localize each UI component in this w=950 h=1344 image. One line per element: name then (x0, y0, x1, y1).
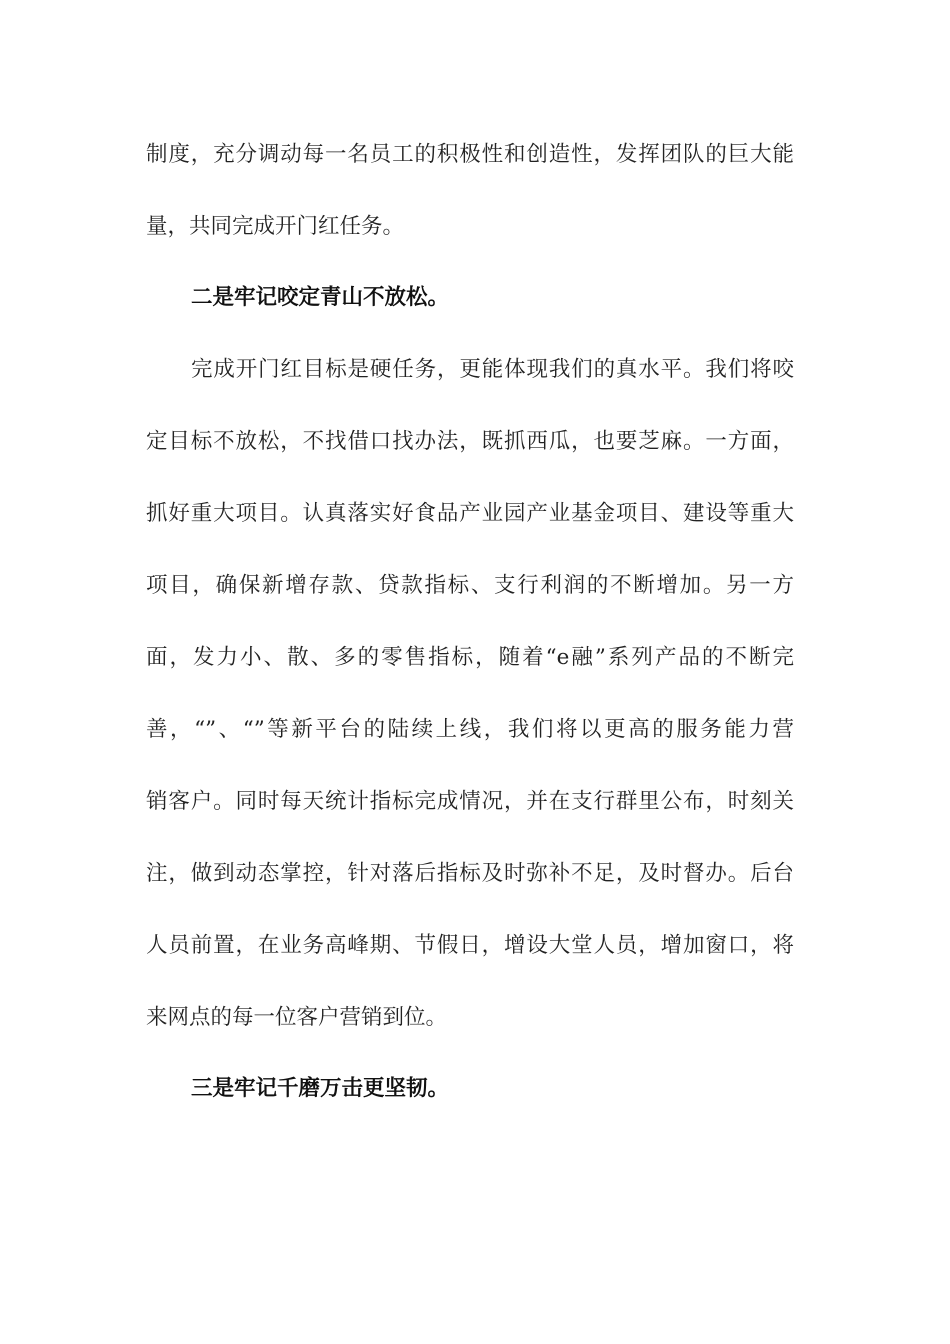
paragraph-line: 量，共同完成开门红任务。 (146, 214, 405, 239)
paragraph-line: 注，做到动态掌控，针对落后指标及时弥补不足，及时督办。后台 (146, 861, 794, 886)
paragraph-line: 销客户。同时每天统计指标完成情况，并在支行群里公布，时刻关 (146, 789, 794, 814)
paragraph-line: 定目标不放松，不找借口找办法，既抓西瓜，也要芝麻。一方面， (146, 429, 794, 454)
paragraph-line: 项目，确保新增存款、贷款指标、支行利润的不断增加。另一方 (146, 573, 794, 598)
paragraph-line: 抓好重大项目。认真落实好食品产业园产业基金项目、建设等重大 (146, 501, 794, 526)
paragraph-line: 善，“”、“”等新平台的陆续上线，我们将以更高的服务能力营 (146, 717, 794, 742)
paragraph-line: 制度，充分调动每一名员工的积极性和创造性，发挥团队的巨大能 (146, 142, 794, 167)
paragraph-line: 人员前置，在业务高峰期、节假日，增设大堂人员，增加窗口，将 (146, 933, 794, 958)
section-heading: 三是牢记千磨万击更坚韧。 (191, 1076, 450, 1101)
paragraph-line: 来网点的每一位客户营销到位。 (146, 1005, 448, 1030)
section-heading: 二是牢记咬定青山不放松。 (191, 285, 450, 310)
paragraph-line: 面，发力小、散、多的零售指标，随着“e融”系列产品的不断完 (146, 645, 794, 670)
paragraph-line: 完成开门红目标是硬任务，更能体现我们的真水平。我们将咬 (191, 357, 794, 382)
